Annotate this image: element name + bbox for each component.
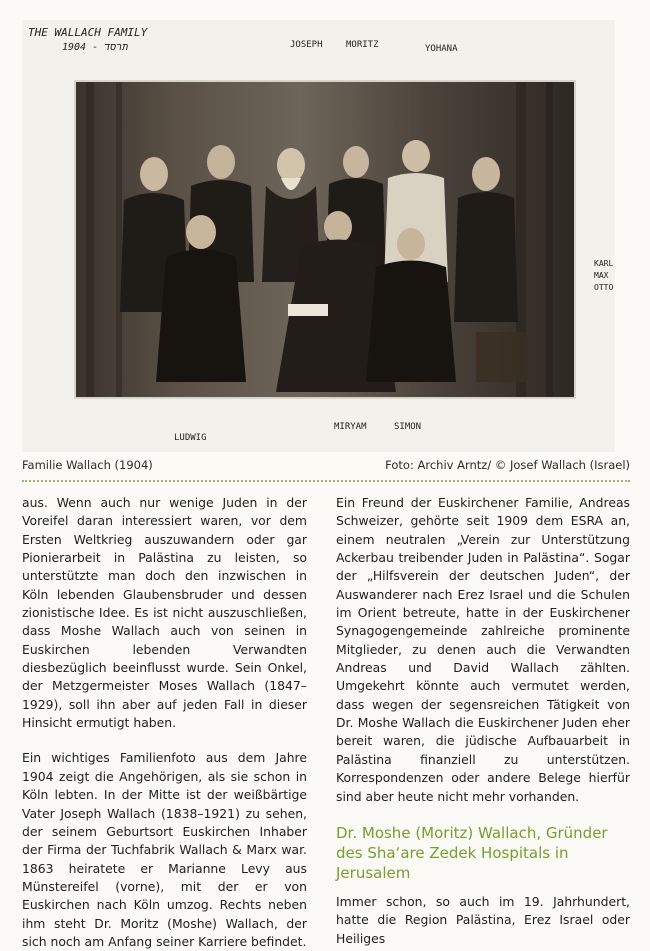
annotation-moritz: MORITZ (346, 40, 379, 50)
annotation-simon: SIMON (394, 422, 422, 432)
left-column (22, 494, 307, 951)
family-photo (74, 80, 576, 399)
annotation-ludwig: LUDWIG (174, 433, 207, 443)
caption-title: Familie Wallach (1904) (22, 458, 153, 472)
right-paragraph-2: Immer schon, so auch im 19. Jahrhundert, hatte die Region Palästina, Erez Israel oder Heiliges (336, 893, 630, 946)
section-divider (22, 480, 630, 482)
annotation-miryam: MIRYAM (334, 422, 367, 432)
right-column (336, 494, 630, 948)
left-paragraph-2: Ein wichtiges Familienfoto aus dem Jahre 1904 zeigt die Angehörigen, als sie schon in Köln lebten. In der Mitte ist der weißbärtige Vater Joseph Wallach (1838–1921) zu sehen, der seinem Geburtsort Euskirchen Inhaber der Firma der Tuchfabrik Wallach & Marx war. 1863 heiratete er Marianne Levy aus Münstereifel (vorne), mit der er von Euskirchen nach Köln umzog. Rechts neben ihm steht Dr. Moritz (Moshe) Wallach, der sich noch am Anfang seiner Karriere befindet. (22, 750, 307, 949)
caption-credit: Foto: Archiv Arntz/ © Josef Wallach (Israel) (385, 458, 630, 472)
section-heading: Dr. Moshe (Moritz) Wallach, Gründer des Sha‘are Zedek Hospitals in Jerusalem (336, 823, 608, 882)
family-photo-illustration (76, 82, 574, 397)
annotation-karl-max-otto: KARL MAX OTTO (594, 259, 614, 292)
left-paragraph-1: aus. Wenn auch nur wenige Juden in der Voreifel daran interessiert waren, vor dem Ersten Weltkrieg auszuwandern oder gar Pionierarbeit in Palästina zu leisten, so unterstützte man doch den inzwischen in Köln lebenden Glaubensbruder und dessen zionistische Idee. Es ist nicht auszuschließen, dass Moshe Wallach auch von seinen in Euskirchen lebenden Verwandten diesbezüglich beeinflusst wurde. Sein Onkel, der Metzgermeister Moses Wallach (1847–1929), soll ihn aber auf jeden Fall in dieser Hinsicht ermutigt haben. (22, 495, 307, 731)
annotation-year: 1904 - תרסד (62, 42, 129, 53)
annotation-joseph: JOSEPH (290, 40, 323, 50)
photo-area (22, 20, 615, 452)
annotation-yohana: YOHANA (425, 44, 458, 54)
annotation-title: THE WALLACH FAMILY (28, 26, 148, 39)
right-paragraph-1: Ein Freund der Euskirchener Familie, Andreas Schweizer, gehörte seit 1909 dem ESRA an, einem neutralen „Verein zur Unterstützung Ackerbau treibender Juden in Palästina“. Sogar der „Hilfsverein der deutschen Juden“, der Auswanderer nach Erez Israel und die Schulen im Orient betreute, hatte in der Euskirchener Synagogengemeinde zahlreiche prominente Mitglieder, zu denen auch die Verwandten Andreas und David Wallach zählten. Umgekehrt könnte auch vermutet werden, dass wegen der segensreichen Tätigkeit von Dr. Moshe Wallach die Euskirchener Juden eher bereit waren, die jüdische Aufbauarbeit in Palästina finanziell zu unterstützen. Korrespondenzen oder andere Belege hierfür sind aber heute nicht mehr vorhanden. (336, 495, 630, 804)
